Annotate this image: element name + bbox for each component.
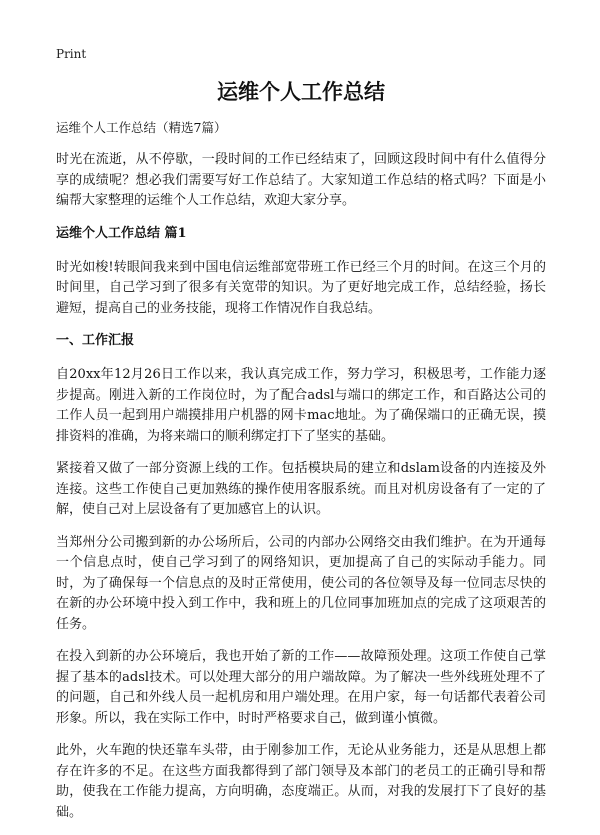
body-paragraph: 当郑州分公司搬到新的办公场所后，公司的内部办公网络交由我们维护。在为开通每一个信息点时，使自己学习到了的网络知识，更加提高了自己的实际动手能力。同时，为了确保每一个信息点的及时正常使用，使公司的各位领导及每一位同志尽快的在新的办公环境中投入到工作中，我和班上的几位同事加班加点的完成了这项艰苦的任务。 — [56, 534, 546, 632]
document-subtitle: 运维个人工作总结（精选7篇） — [56, 120, 227, 135]
body-paragraph: 在投入到新的办公环境后，我也开始了新的工作——故障预处理。这项工作使自己掌握了基本的adsl技术。可以处理大部分的用户端故障。为了解决一些外线班处理不了的问题，自己和外线人员一起机房和用户端处理。在用户家，每一句话都代表着公司形象。所以，我在实际工作中，时时严格要求自己，做到谨小慎微。 — [56, 649, 546, 726]
document-body — [56, 150, 546, 835]
section-paragraph: 时光如梭!转眼间我来到中国电信运维部宽带班工作已经三个月的时间。在这三个月的时间里，自己学习到了很多有关宽带的知识。为了更好地完成工作，总结经验，扬长避短，提高自己的业务技能，现将工作情况作自我总结。 — [56, 259, 546, 316]
section-heading: 运维个人工作总结 篇1 — [56, 225, 187, 241]
subsection-heading: 一、工作汇报 — [56, 333, 135, 348]
body-paragraph: 自20xx年12月26日工作以来，我认真完成工作，努力学习，积极思考，工作能力逐步提高。刚进入新的工作岗位时，为了配合adsl与端口的绑定工作，和百路达公司的工作人员一起到用户端摸排用户机器的网卡mac地址。为了确保端口的正确无误，摸排资料的准确，为将来端口的顺利绑定打下了坚实的基础。 — [56, 367, 546, 444]
print-link[interactable]: Print — [56, 47, 87, 61]
page-title: 运维个人工作总结 — [217, 79, 385, 104]
body-paragraph: 此外，火车跑的快还靠车头带，由于刚参加工作，无论从业务能力，还是从思想上都存在许多的不足。在这些方面我都得到了部门领导及本部门的老员工的正确引导和帮助，使我在工作能力提高，方向明确，态度端正。从而，对我的发展打下了良好的基础。 — [56, 743, 546, 820]
body-paragraph: 紧接着又做了一部分资源上线的工作。包括模块局的建立和dslam设备的内连接及外连接。这些工作使自己更加熟练的操作使用客服系统。而且对机房设备有了一定的了解，使自己对上层设备有了更加感官上的认识。 — [56, 461, 546, 517]
intro-paragraph: 时光在流逝，从不停歇，一段时间的工作已经结束了，回顾这段时间中有什么值得分享的成绩呢？想必我们需要写好工作总结了。大家知道工作总结的格式吗？下面是小编帮大家整理的运维个人工作总结，欢迎大家分享。 — [56, 152, 546, 208]
